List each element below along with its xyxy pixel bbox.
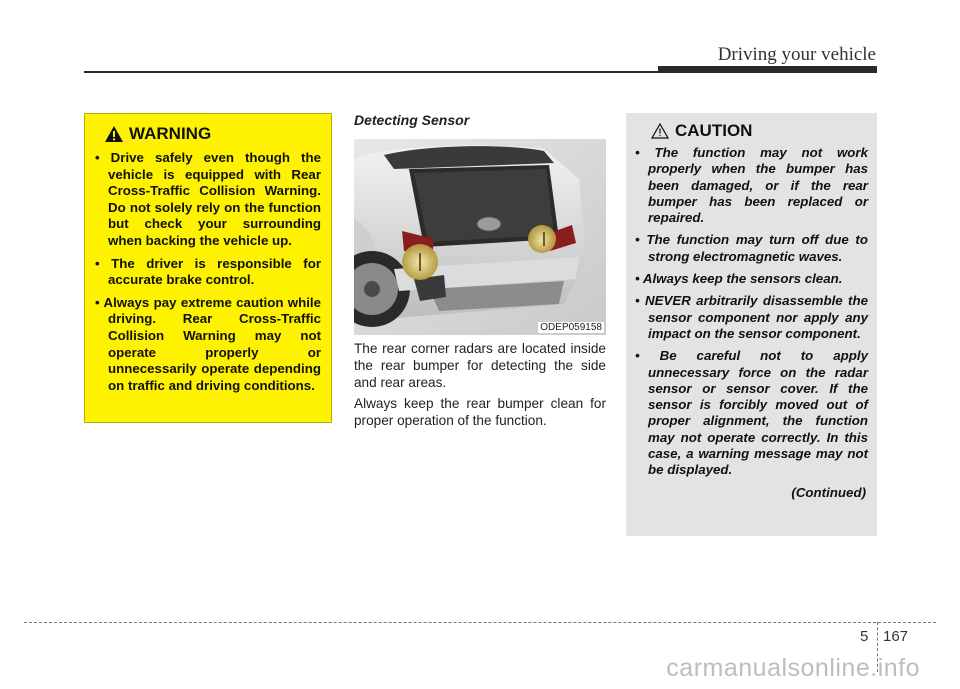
caution-title: CAUTION [675,121,753,140]
caution-item: • The function may not work properly when the bumper has been damaged, or if the rear bumper has been replaced or repaired. [635,145,868,226]
caution-box [626,113,877,536]
warning-item: • Always pay extreme caution while driving. Rear Cross-Traffic Collision Warning may not operate properly or unnecessarily operate depending on traffic and driving conditions. [95,295,321,395]
image-code: ODEP059158 [540,322,602,333]
car-rear-illustration [354,139,606,335]
caution-heading [651,121,868,141]
rear-bumper-sensor-photo [354,139,606,335]
continued-note: (Continued) [791,484,866,500]
caution-item: • NEVER arbitrarily disassemble the sensor component nor apply any impact on the sensor component. [635,293,868,342]
body-paragraph: The rear corner radars are located inside the rear bumper for detecting the side and rear areas. [354,341,606,390]
warning-box [84,113,332,423]
section-title: Detecting Sensor [354,112,470,128]
footer-rule [24,622,936,623]
watermark: carmanualsonline.info [666,654,920,682]
caution-triangle-icon [651,123,669,139]
warning-item: • Drive safely even though the vehicle is equipped with Rear Cross-Traffic Collision Warning. Do not solely rely on the function but check your surrounding when backing the vehicle up. [95,150,321,250]
warning-heading [105,124,321,144]
warning-list [95,150,321,394]
warning-item: • The driver is responsible for accurate brake control. [95,256,321,289]
caution-item: • Always keep the sensors clean. [635,271,868,287]
body-paragraph: Always keep the rear bumper clean for proper operation of the function. [354,396,606,428]
page-header-title: Driving your vehicle [717,44,876,65]
chapter-number: 5 [860,628,869,645]
header-rule [84,71,662,73]
warning-triangle-icon [105,126,123,142]
caution-list [635,145,868,479]
header-rule-accent [658,66,877,73]
warning-title: WARNING [129,124,212,143]
page-number: 167 [883,628,909,645]
caution-item: • Be careful not to apply unnecessary force on the radar sensor or sensor cover. If the sensor is forcibly moved out of proper alignment, the function may not operate correctly. In this case, a warning message may not be displayed. [635,348,868,478]
caution-item: • The function may turn off due to strong electromagnetic waves. [635,232,868,265]
